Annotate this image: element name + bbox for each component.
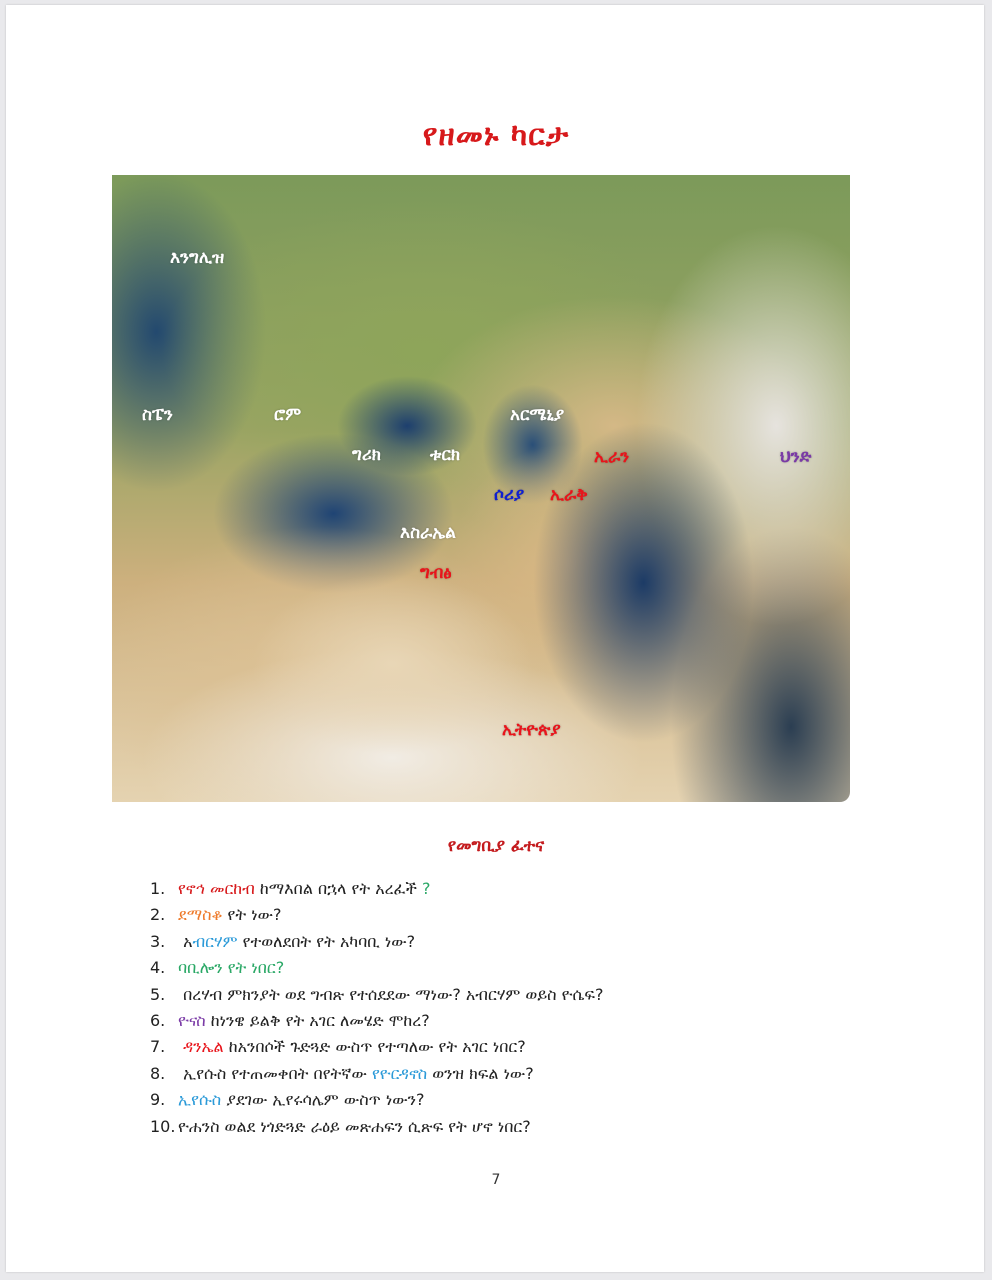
question-number: 9.	[150, 1090, 166, 1110]
quiz-title: የመግቢያ ፈተና	[447, 836, 545, 856]
map-label: ቱርክ	[430, 445, 461, 465]
quiz-question	[150, 1034, 603, 1060]
quiz-question	[150, 902, 603, 928]
question-text: የት ነው?	[222, 905, 282, 925]
quiz-question	[150, 876, 603, 902]
question-text: ዮናስ	[178, 1010, 206, 1030]
question-text: አ	[178, 931, 193, 951]
question-text: ብርሃም	[192, 931, 238, 951]
question-text: ኢየሱስ የተጠመቀበት በየትኛው	[178, 1063, 372, 1083]
question-text: ከነንዌ ይልቅ የት አገር ለመሄድ ሞከረ?	[205, 1010, 430, 1030]
question-number: 7.	[150, 1037, 166, 1057]
map-label: ኢራቅ	[550, 485, 588, 505]
question-text: በረሃብ ምክንያት ወደ ግብጽ የተሰደደው ማነው? አብርሃም ወይስ ዮሴፍ?	[178, 984, 604, 1004]
question-number: 2.	[150, 905, 166, 925]
question-text: ዮሐንስ ወልደ ነጎድጓድ ራዕይ መጽሐፍን ሲጽፍ የት ሆኖ ነበር?	[178, 1116, 531, 1136]
question-text: ?	[421, 879, 431, 898]
question-number: 4.	[150, 958, 166, 978]
map-label: ሶሪያ	[494, 485, 525, 505]
map-label: ኢትዮጵያ	[502, 720, 561, 740]
quiz-question	[150, 929, 603, 955]
question-number: 6.	[150, 1010, 166, 1030]
map-label: አርሜኒያ	[510, 405, 565, 425]
map-label: እንግሊዝ	[170, 248, 225, 268]
satellite-map	[112, 175, 850, 802]
question-text: የኖኅ መርከብ	[178, 879, 255, 898]
map-label: ህንድ	[780, 447, 812, 467]
quiz-question	[150, 1087, 603, 1113]
question-text: ኢየሱስ	[178, 1090, 222, 1110]
question-text: ደማስቆ	[178, 905, 223, 925]
map-label: እስራኤል	[400, 523, 456, 543]
map-label: ግብፅ	[420, 563, 452, 583]
question-text: ከአንበሶች ጉድጓድ ውስጥ የተጣለው የት አገር ነበር?	[223, 1037, 526, 1057]
map-label: ኢራን	[594, 447, 630, 467]
question-text: ዳንኤል	[178, 1037, 224, 1057]
map-label: ሮም	[274, 405, 302, 425]
quiz-list	[150, 876, 603, 1140]
question-text: ያደገው ኢየሩሳሌም ውስጥ ነውን?	[221, 1090, 425, 1110]
page-number: 7	[491, 1172, 501, 1188]
question-text: የተወለደበት የት አካባቢ ነው?	[237, 931, 416, 951]
question-number: 10.	[150, 1116, 176, 1136]
question-text: የዮርዳኖስ	[371, 1063, 428, 1083]
question-number: 3.	[150, 931, 166, 951]
quiz-question	[150, 1008, 603, 1034]
question-text: ወንዝ ክፍል ነው?	[427, 1063, 534, 1083]
question-number: 1.	[150, 879, 166, 898]
question-text: ከማእበል በኋላ የት አረፈች	[254, 879, 422, 898]
map-label: ስፔን	[142, 405, 173, 425]
quiz-question	[150, 1114, 603, 1140]
question-text: ባቢሎን የት ነበር?	[178, 958, 285, 978]
quiz-question	[150, 1061, 603, 1087]
page-title: የዘመኑ ካርታ	[422, 118, 570, 153]
quiz-question	[150, 982, 603, 1008]
question-number: 5.	[150, 984, 166, 1004]
quiz-question	[150, 955, 603, 981]
question-number: 8.	[150, 1063, 166, 1083]
map-label: ግሪክ	[352, 445, 381, 465]
